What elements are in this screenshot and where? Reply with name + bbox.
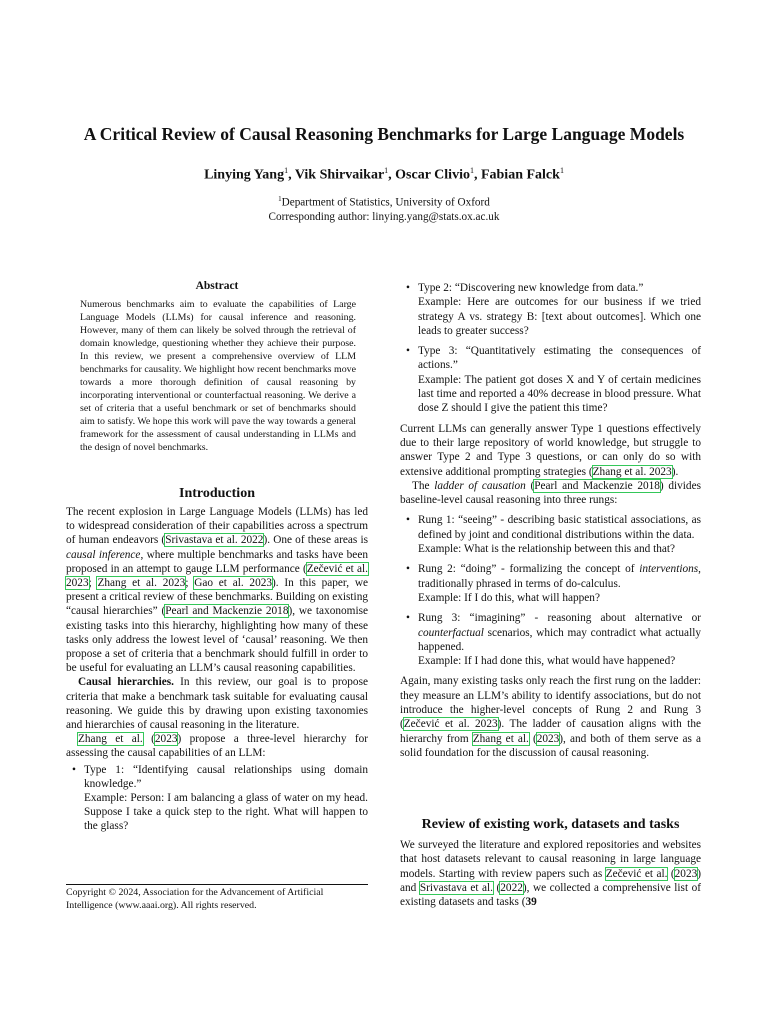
affiliation-mark: 1 xyxy=(469,166,474,175)
list-item-text: • Type 2: “Discovering new knowledge from data.” xyxy=(418,282,644,294)
affiliation-mark: 1 xyxy=(284,166,289,175)
list-item-example: Example: Here are outcomes for our business if we tried strategy A vs. strategy B: [text about outcomes]. Which one leads to greater success? xyxy=(418,296,701,337)
list-item-text: • Rung 1: “seeing” - describing basic statistical associations, as defined by joint and conditional distributions within the data. xyxy=(418,514,701,541)
list-item-example: Example: The patient got doses X and Y of certain medicines last time and reported a 40% decrease in blood pressure. What dose Z should I give the patient this time? xyxy=(418,373,701,415)
text-run: ), we taxonomise existing tasks into this hierarchy, highlighting how many of these tasks only address the lowest level of ‘causal’ reasoning. We then propose a set of criteria that a benchmark should fulfill in order to be useful for evaluating an LLM’s causal reasoning capabilities. xyxy=(66,605,368,675)
text-run: ) divides baseline-level causal reasoning into three rungs: xyxy=(400,479,701,507)
text-run: ) propose a three-level hierarchy for assessing the causal capabilities of an LLM: xyxy=(66,733,369,760)
citation-link[interactable]: 2023 xyxy=(154,733,178,746)
emphasis: counterfactual xyxy=(418,626,484,639)
paragraph xyxy=(400,479,701,508)
text-run: ), we collected a comprehensive list of existing datasets and tasks ( xyxy=(400,881,701,909)
affiliation-mark: 1 xyxy=(559,166,564,175)
list-item xyxy=(418,562,701,605)
list-item-example: Example: What is the relationship between this and that? xyxy=(418,543,676,556)
citation-link[interactable]: Pearl and Mackenzie 2018 xyxy=(165,605,289,618)
affiliation-mark: 1 xyxy=(384,166,389,175)
citation-link[interactable]: Zečević et al. xyxy=(605,867,668,880)
emphasis: ladder of causation xyxy=(434,479,526,492)
abstract-heading: Abstract xyxy=(195,280,239,292)
list-item-example: Example: If I had done this, what would have happened? xyxy=(418,655,676,668)
text-run: ). The ladder of causation aligns with the hierarchy from xyxy=(400,718,701,745)
paper-title: A Critical Review of Causal Reasoning Benchmarks for Large Language Models xyxy=(83,124,685,144)
emphasis: causal inference xyxy=(66,548,141,561)
citation-link[interactable]: Zhang et al. 2023 xyxy=(592,465,672,478)
author-list: Linying Yang$^1$, Vik Shirvaikar$^1$, Oscar Clivio$^1$, Fabian Falck$^1$ xyxy=(204,166,564,183)
list-item-text xyxy=(418,562,701,591)
paragraph xyxy=(66,732,368,760)
list-item-text xyxy=(418,611,701,654)
text-run: ; xyxy=(185,577,195,590)
text-run: scenarios, which may contradict what actually happened. xyxy=(418,626,701,653)
text-run: ( xyxy=(528,732,537,745)
text-run: ( xyxy=(667,867,675,880)
text-run: Again, many existing tasks only reach the first rung on the ladder: they measure an LLM’s ability to identify associations, but do not introduce the higher-level concepts of Rung 2 and Rung 3 ( xyxy=(400,675,701,731)
text-run: Rung 3: “imagining” - reasoning about alternative or xyxy=(418,612,701,625)
section-heading: Introduction xyxy=(179,486,255,501)
list-item xyxy=(418,344,701,415)
section-heading: Review of existing work, datasets and tasks xyxy=(421,817,680,832)
text-run: The recent explosion in Large Language Models (LLMs) has led to widespread consideration of their capabilities across a spectrum of human endeavors ( xyxy=(66,506,368,547)
citation-link[interactable]: Zečević et al. 2023 xyxy=(66,562,368,590)
affiliation: Department of Statistics, University of Oxford xyxy=(281,196,490,209)
corresponding-author: Corresponding author: linying.yang@stats.ox.ac.uk xyxy=(268,210,500,223)
paragraph xyxy=(66,675,368,732)
citation-link[interactable]: 2022 xyxy=(500,881,523,894)
introduction-body xyxy=(66,505,368,840)
author-name: Oscar Clivio xyxy=(395,167,470,183)
bullet-list xyxy=(400,513,701,668)
copyright-footnote: Copyright © 2024, Association for the Advancement of Artificial Intelligence (www.aaai.org). All rights reserved. xyxy=(66,884,368,912)
author-name: Fabian Falck xyxy=(480,167,560,183)
citation-link[interactable]: Srivastava et al. xyxy=(419,881,493,894)
introduction-heading xyxy=(66,486,368,502)
review-body xyxy=(400,838,701,909)
affiliation-mark: 1 xyxy=(278,195,282,203)
list-item-example: Example: Person: I am balancing a glass of water on my head. Suppose I take a quick step to the right. What will happen to the glass? xyxy=(84,792,368,833)
text-run: ( xyxy=(493,881,501,894)
list-item-example: Example: If I do this, what will happen? xyxy=(418,591,600,604)
citation-link[interactable]: 2023 xyxy=(674,867,698,880)
citation-link[interactable]: Pearl and Mackenzie 2018 xyxy=(534,479,660,492)
text-run: ). One of these areas is xyxy=(263,534,369,547)
text-run: , where multiple benchmarks and tasks have been proposed in an attempt to gauge LLM performance ( xyxy=(66,548,368,575)
paragraph xyxy=(400,674,701,760)
text-run: ). xyxy=(671,465,679,478)
abstract-text: Numerous benchmarks aim to evaluate the capabilities of Large Language Models (LLMs) for causal inference and reasoning. However, many of them can likely be solved through the retrieval of domain knowledge, questioning whether they achieve their purpose. In this review, we present a comprehensive overview of LLM benchmarks for causality. We highlight how recent benchmarks move towards a more thorough definition of causal reasoning by incorporating interventional or counterfactual reasoning. We derive a set of criteria that a useful benchmark or set of benchmarks should aim to satisfy. We hope this work will pave the way towards a general framework for the assessment of causal understanding in LLMs and the design of novel benchmarks. xyxy=(80,299,356,453)
affiliation-block xyxy=(0,192,768,224)
review-heading-block xyxy=(400,817,701,833)
paragraph-heading: Causal hierarchies. xyxy=(78,676,174,689)
text-run: Rung 2: “doing” - formalizing the concept of xyxy=(418,563,640,576)
text-run: ). In this paper, we present a critical review of these benchmarks. Building on existing “causal hierarchies” ( xyxy=(66,577,368,618)
text-run: , traditionally phrased in terms of do-calculus. xyxy=(418,563,701,590)
emphasis: interventions xyxy=(639,563,699,576)
citation-link[interactable]: Srivastava et al. 2022 xyxy=(165,534,264,547)
text-run: In this review, our goal is to propose criteria that make a benchmark task suitable for evaluating causal reasoning. We guide this by drawing upon existing taxonomies and hierarchies of causal reasoning in the literature. xyxy=(66,676,368,732)
text-run: ( xyxy=(142,733,155,746)
paragraph xyxy=(66,505,368,675)
text-run: The xyxy=(412,479,435,492)
citation-link[interactable]: Zečević et al. 2023 xyxy=(403,718,498,731)
list-item-text: • Type 1: “Identifying causal relationships using domain knowledge.” xyxy=(84,763,368,790)
right-column-body xyxy=(400,281,701,760)
list-item xyxy=(418,611,701,668)
list-item xyxy=(84,763,368,834)
bullet-list xyxy=(400,281,701,416)
text-run: ) and xyxy=(400,867,701,894)
paragraph xyxy=(400,422,701,479)
list-item xyxy=(418,281,701,338)
emphasis: 39 xyxy=(525,896,537,909)
text-run: We surveyed the literature and explored repositories and websites that host datasets relevant to causal reasoning in large language models. Starting with review papers such as xyxy=(400,839,701,880)
author-name: Vik Shirvaikar xyxy=(294,167,385,183)
text-run: ), and both of them serve as a solid foundation for the discussion of causal reasoning. xyxy=(400,732,701,759)
text-run: Current LLMs can generally answer Type 1 questions effectively due to their large repository of world knowledge, but struggle to answer Type 2 and Type 3 questions, or can only do so with extensive additional prompting strategies ( xyxy=(400,422,701,478)
citation-link[interactable]: Zhang et al. 2023 xyxy=(97,577,186,590)
bullet-list xyxy=(66,763,368,834)
citation-link[interactable]: Zhang et al. xyxy=(472,732,529,745)
author-name: Linying Yang xyxy=(204,167,285,183)
citation-link[interactable]: Zhang et al. xyxy=(78,733,143,746)
text-run: ; xyxy=(88,577,98,590)
text-run: ( xyxy=(525,479,535,492)
list-item xyxy=(418,513,701,556)
citation-link[interactable]: Gao et al. 2023 xyxy=(194,577,273,590)
list-item-text: • Type 3: “Quantitatively estimating the consequences of actions.” xyxy=(418,345,701,372)
citation-link[interactable]: 2023 xyxy=(536,732,560,745)
